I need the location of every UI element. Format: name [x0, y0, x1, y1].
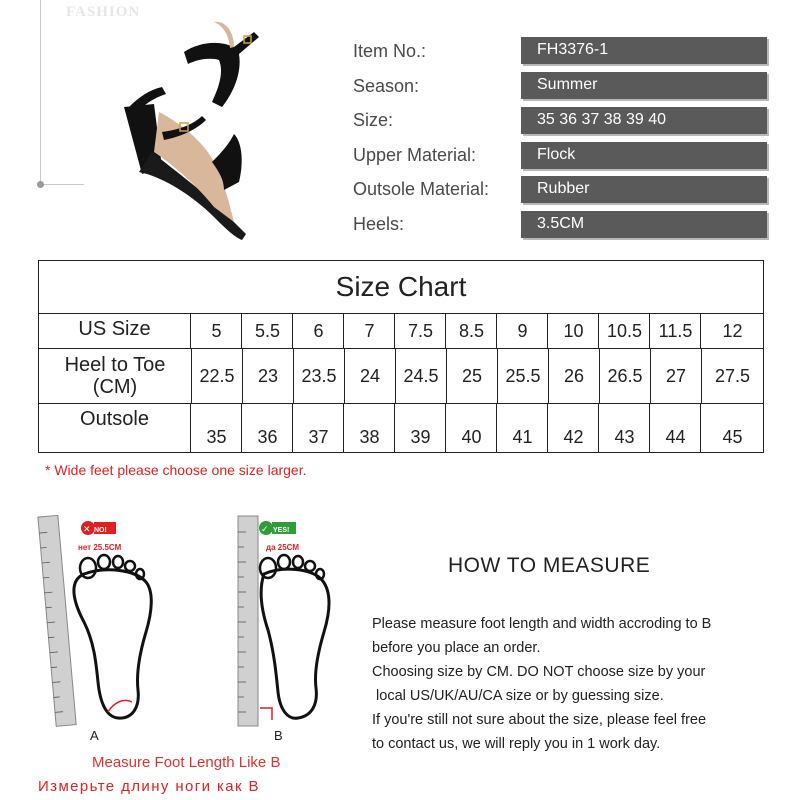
how-to-measure-title: HOW TO MEASURE: [448, 554, 651, 577]
spec-label-heels: Heels:: [353, 214, 405, 234]
size-chart-table: [38, 260, 764, 453]
table-cell: 41: [498, 404, 548, 452]
letter-b: B: [274, 728, 283, 743]
brand-watermark: FASHION: [66, 4, 141, 20]
spec-value-text: 35 36 37 38 39 40: [537, 111, 667, 128]
table-cell: 22.5: [192, 349, 243, 403]
table-cell: 26.5: [600, 349, 651, 403]
yes-badge-text: YES!: [273, 527, 290, 534]
table-cell: 40: [447, 404, 497, 452]
decorative-line-vertical: [40, 0, 41, 185]
spec-value-outsole-material: [521, 176, 767, 203]
wide-feet-note: * Wide feet please choose one size larger.: [45, 462, 307, 478]
caption-russian: Измерьте длину ноги как B: [38, 778, 260, 795]
table-cell: 39: [396, 404, 446, 452]
table-row-us-size: [39, 314, 763, 349]
table-cell: 6: [294, 314, 344, 348]
no-badge-text: NO!: [94, 527, 107, 534]
row-header-outsole: Outsole: [39, 404, 191, 452]
instruction-line-2: before you place an order.: [372, 640, 541, 656]
spec-value-size: [521, 107, 767, 134]
spec-value-season: [521, 72, 767, 99]
table-cell: 23.5: [294, 349, 345, 403]
spec-label-item-no: Item No.:: [353, 41, 427, 61]
row-header-heel-to-toe: Heel to Toe (CM): [39, 349, 192, 403]
table-cell: 9: [498, 314, 548, 348]
svg-text:✓: ✓: [261, 524, 269, 534]
table-row-outsole: [39, 404, 763, 452]
table-cell: 43: [600, 404, 650, 452]
table-cell: 11.5: [651, 314, 701, 348]
table-cell: 26: [549, 349, 600, 403]
foot-measurement-illustration: [36, 512, 336, 752]
caption-english: Measure Foot Length Like B: [92, 754, 281, 771]
spec-label-size: Size:: [353, 110, 394, 130]
decorative-dot: [37, 181, 44, 188]
size-chart-title: Size Chart: [39, 261, 763, 314]
table-cell: 12: [722, 321, 743, 341]
instruction-line-4: local US/UK/AU/CA size or by guessing size.: [372, 688, 664, 704]
table-cell: 44: [651, 404, 701, 452]
table-cell: 7: [345, 314, 395, 348]
spec-label-season: Season:: [353, 76, 420, 96]
table-row-heel-to-toe: [39, 349, 763, 404]
instruction-line-6: to contact us, we will reply you in 1 work day.: [372, 736, 661, 752]
table-cell: 25: [447, 349, 498, 403]
instruction-line-5: If you're still not sure about the size, please feel free: [372, 712, 707, 728]
spec-label-outsole-material: Outsole Material:: [353, 179, 490, 199]
svg-text:✕: ✕: [83, 524, 91, 534]
instruction-line-1: Please measure foot length and width accroding to B: [372, 616, 712, 632]
spec-value-text: FH3376-1: [537, 41, 609, 58]
table-cell: 45: [722, 427, 743, 447]
spec-value-item-no: [521, 37, 767, 64]
table-cell: 23: [243, 349, 294, 403]
ruler-right: [238, 516, 258, 726]
spec-value-text: Summer: [537, 76, 598, 93]
letter-a: A: [90, 728, 99, 743]
table-cell: 27.5: [714, 365, 751, 386]
instruction-line-3: Choosing size by CM. DO NOT choose size by your: [372, 664, 706, 680]
table-cell: 24.5: [396, 349, 447, 403]
table-cell: 25.5: [498, 349, 549, 403]
table-cell: 35: [192, 404, 242, 452]
table-cell: 27: [651, 349, 702, 403]
table-cell: 8.5: [447, 314, 497, 348]
spec-value-text: Rubber: [537, 180, 590, 197]
foot-outline-right: [261, 569, 329, 718]
table-cell: 37: [294, 404, 344, 452]
table-cell: 42: [549, 404, 599, 452]
row-header-us-size: US Size: [39, 314, 191, 348]
table-cell: 5: [192, 314, 242, 348]
ruler-left: [38, 515, 76, 726]
spec-value-text: Flock: [537, 146, 576, 163]
table-cell: 38: [345, 404, 395, 452]
product-image-sandal: [84, 12, 274, 247]
spec-value-text: 3.5CM: [537, 215, 585, 232]
table-cell: 5.5: [243, 314, 293, 348]
table-cell: 24: [345, 349, 396, 403]
table-cell: 36: [243, 404, 293, 452]
table-cell: 7.5: [396, 314, 446, 348]
right-length-text: да 25CM: [266, 543, 300, 552]
table-cell: 10: [549, 314, 599, 348]
decorative-line-horizontal: [44, 184, 84, 185]
spec-value-upper-material: [521, 142, 767, 169]
spec-value-heels: [521, 211, 767, 238]
table-cell: 10.5: [600, 314, 650, 348]
foot-outline-left: [74, 570, 151, 718]
spec-label-upper-material: Upper Material:: [353, 145, 477, 165]
left-length-text: нет 25.5CM: [78, 543, 122, 552]
